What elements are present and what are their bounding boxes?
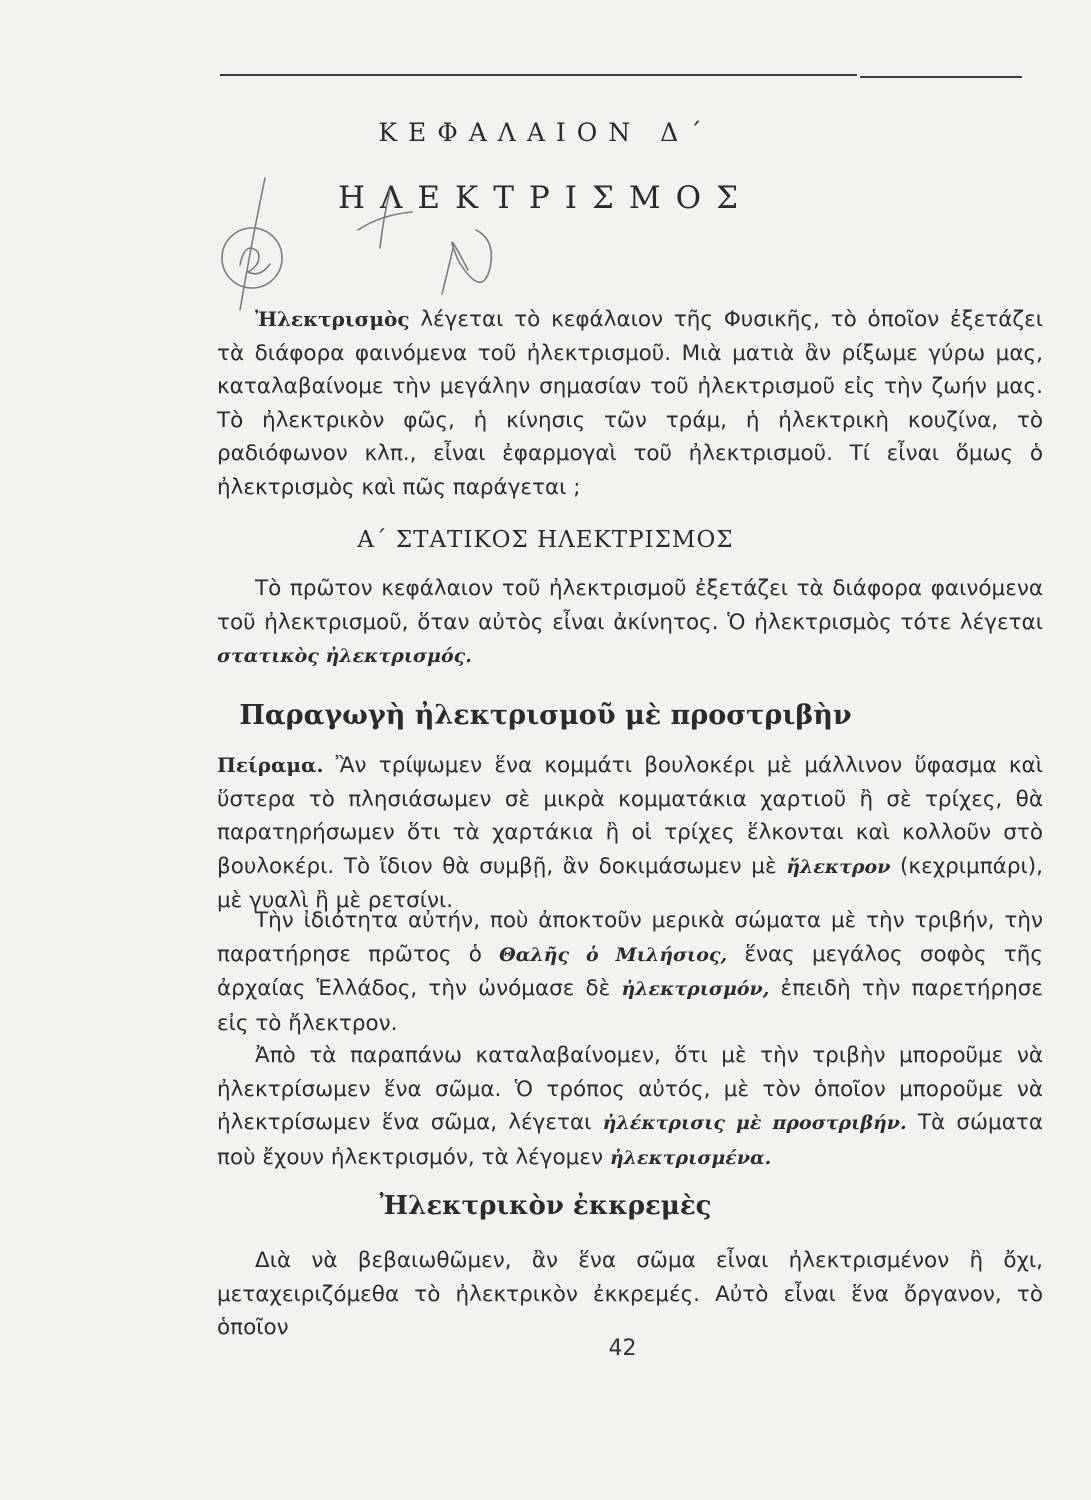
static-text: Τὸ πρῶτον κεφάλαιον τοῦ ἠλεκτρισμοῦ ἐξετάζει τὰ διάφορα φαινόμενα τοῦ ἠλεκτρισμοῦ, ὅταν αὐτὸς εἶναι ἀκίνητος. Ὁ ἠλεκτρισμὸς τότε λέγεται	[217, 576, 1043, 635]
experiment-text-2: (κεχριμπάρι), μὲ γυαλὶ ἢ μὲ ρετσίνι.	[217, 853, 1043, 913]
top-rule-short	[860, 76, 1022, 78]
intro-term: Ἠλεκτρισμὸς	[255, 307, 410, 331]
section-heading-static-electricity: Α΄ ΣΤΑΤΙΚΟΣ ΗΛΕΚΤΡΙΣΜΟΣ	[357, 527, 734, 553]
intro-paragraph	[217, 303, 1043, 504]
conclusion-text-1: Ἀπὸ τὰ παραπάνω καταλαβαίνομεν, ὅτι μὲ τὴν τριβὴν μποροῦμε νὰ ἠλεκτρίσωμεν ἕνα σῶμα. Ὁ τρόπος αὐτός, μὲ τὸν ὁποῖον μποροῦμε νὰ ἠλεκτρίσωμεν ἕνα σῶμα, λέγεται	[217, 1043, 1043, 1135]
thales-text-2: ἕνας μεγάλος σοφὸς τῆς ἀρχαίας Ἑλλάδος, τὴν ὠνόμασε δὲ	[217, 941, 1044, 1001]
conclusion-term: ἠλέκτρισις μὲ προστριβήν.	[602, 1112, 907, 1134]
conclusion-paragraph	[217, 1039, 1043, 1175]
experiment-term: ἤλεκτρον	[786, 855, 891, 878]
chapter-heading: ΚΕΦΑΛΑΙΟΝ Δ΄	[378, 118, 713, 147]
experiment-label: Πείραμα.	[217, 753, 324, 777]
conclusion-term-2: ἠλεκτρισμένα.	[609, 1146, 772, 1169]
thales-text-1: Τὴν ἰδιότητα αὐτήν, ποὺ ἀποκτοῦν μερικὰ σώματα μὲ τὴν τριβήν, τὴν παρατήρησε πρῶτος ὁ	[217, 908, 1043, 967]
chapter-title: ΗΛΕΚΤΡΙΣΜΟΣ	[338, 180, 753, 216]
thales-paragraph	[217, 904, 1043, 1040]
thales-term-electricity: ἠλεκτρισμόν,	[621, 978, 770, 1000]
top-rule	[220, 74, 857, 76]
thales-name: Θαλῆς ὁ Μιλήσιος,	[499, 943, 728, 966]
static-electricity-paragraph	[217, 572, 1043, 674]
pendulum-paragraph: Διὰ νὰ βεβαιωθῶμεν, ἂν ἕνα σῶμα εἶναι ἠλεκτρισμένον ἢ ὄχι, μεταχειριζόμεθα τὸ ἠλεκτρικὸν ἐκκρεμές. Αὐτὸ εἶναι ἕνα ὄργανον, τὸ ὁποῖον	[217, 1248, 1043, 1340]
section-heading-friction: Παραγωγὴ ἠλεκτρισμοῦ μὲ προστριβὴν	[239, 700, 852, 731]
static-term: στατικὸς ἠλεκτρισμός.	[217, 645, 472, 667]
experiment-text-1: Ἂν τρίψωμεν ἕνα κομμάτι βουλοκέρι μὲ μάλλινον ὕφασμα καὶ ὕστερα τὸ πλησιάσωμεν σὲ μικρὰ κομματάκια χαρτιοῦ ἢ σὲ τρίχες, θὰ παρατηρήσωμεν ὅτι τὰ χαρτάκια ἢ οἱ τρίχες ἕλκονται καὶ κολλοῦν στὸ βουλοκέρι. Τὸ ἴδιον θὰ συμβῇ, ἂν δοκιμάσωμεν μὲ	[217, 753, 1043, 879]
intro-text: λέγεται τὸ κεφάλαιον τῆς Φυσικῆς, τὸ ὁποῖον ἐξετάζει τὰ διάφορα φαινόμενα τοῦ ἠλεκτρισμοῦ. Μιὰ ματιὰ ἂν ρίξωμε γύρω μας, καταλαβαίνομε τὴν μεγάλην σημασίαν τοῦ ἠλεκτρισμοῦ εἰς τὴν ζωήν μας. Τὸ ἠλεκτρικὸν φῶς, ἡ κίνησις τῶν τράμ, ἡ ἠλεκτρικὴ κουζίνα, τὸ ραδιόφωνον κλπ., εἶναι ἐφαρμογαὶ τοῦ ἠλεκτρισμοῦ. Τί εἶναι ὅμως ὁ ἠλεκτρισμὸς καὶ πῶς παράγεται ;	[217, 307, 1043, 500]
thales-text-3: ἐπειδὴ τὴν παρετήρησε εἰς τὸ ἤλεκτρον.	[217, 976, 1043, 1036]
conclusion-text-2: Τὰ σώματα ποὺ ἔχουν ἠλεκτρισμόν, τὰ λέγομεν	[217, 1110, 1043, 1170]
section-heading-pendulum: Ἠλεκτρικὸν ἐκκρεμὲς	[379, 1191, 712, 1221]
experiment-paragraph	[217, 749, 1043, 918]
page-number: 42	[608, 1336, 637, 1361]
